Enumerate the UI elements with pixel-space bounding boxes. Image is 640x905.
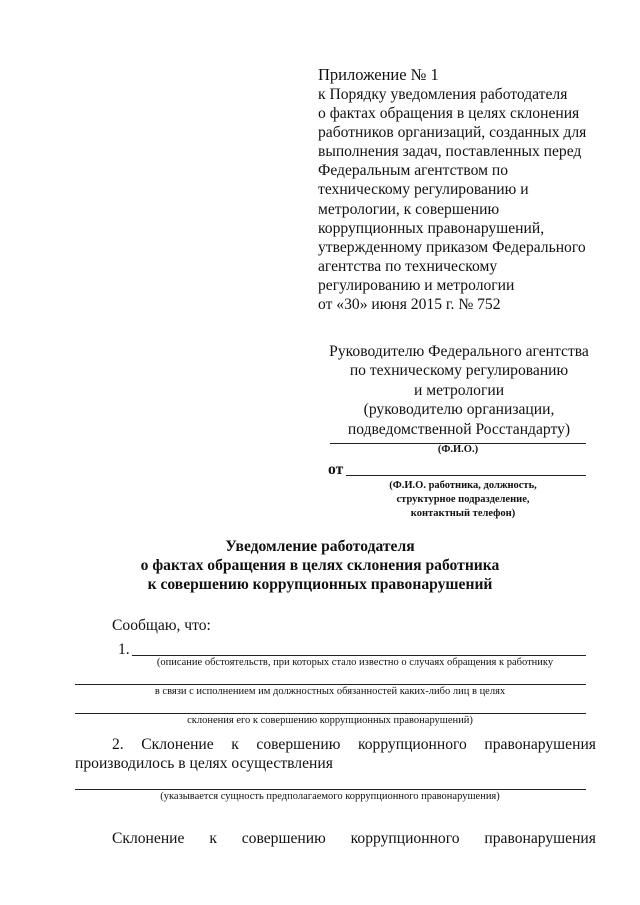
appendix-line: к Порядку уведомления работодателя (318, 86, 568, 103)
item2-caption: (указывается сущность предполагаемого коррупционного правонарушения) (160, 791, 500, 802)
item2-word: коррупционного (357, 736, 467, 753)
appendix-line: выполнения задач, поставленных перед (318, 143, 582, 161)
appendix-line: утвержденному приказом Федерального (318, 238, 586, 256)
appendix-date-line: от «30» июня 2015 г. № 752 (318, 296, 501, 314)
title-line: Уведомление работодателя (225, 538, 415, 555)
appendix-line: коррупционных правонарушений, (318, 219, 545, 237)
item2-word: правонарушения (484, 736, 596, 753)
item1-caption: в связи с исполнением им должностных обязанностей каких-либо лиц в целях (154, 686, 506, 697)
document-title (60, 538, 580, 594)
addressee-block (300, 342, 618, 439)
item2-paragraph (75, 736, 596, 773)
item3-line (112, 830, 596, 848)
item3-word: правонарушения (484, 830, 596, 847)
addressee-line: и метрологии (413, 381, 505, 399)
item3-word: к (209, 830, 217, 847)
item1-number: 1. (118, 641, 130, 658)
title-line: о фактах обращения в целях склонения работника (140, 556, 500, 574)
item2-line (75, 736, 596, 755)
appendix-line: метрологии, к совершению (318, 200, 500, 218)
item2-word: Склонение (141, 736, 214, 753)
addressee-line: Руководителю Федерального агентства (329, 343, 589, 360)
from-caption-line: контактный телефон) (410, 508, 516, 519)
item3-word: совершению (241, 830, 326, 847)
appendix-title: Приложение № 1 (318, 65, 439, 84)
item3-word: коррупционного (350, 830, 460, 847)
appendix-line: Федеральным агентством по (318, 162, 509, 180)
item2-line-2: производилось в целях осуществления (75, 754, 333, 772)
item2-number: 2. (112, 736, 124, 753)
addressee-line: подведомственной Росстандарту) (347, 420, 571, 438)
from-caption-line: (Ф.И.О. работника, должность, (389, 480, 537, 491)
item3-word: Склонение (112, 830, 185, 847)
appendix-block (318, 64, 618, 314)
fio-caption: (Ф.И.О.) (437, 444, 479, 455)
from-blank-line[interactable] (346, 475, 586, 476)
from-label: от (328, 461, 344, 478)
appendix-line: регулированию и метрологии (318, 276, 515, 294)
report-intro: Сообщаю, что: (112, 617, 211, 634)
appendix-line: агентства по техническому (318, 257, 498, 275)
title-line: к совершению коррупционных правонарушений (147, 575, 493, 593)
addressee-line: (руководителю организации, (363, 401, 555, 419)
item1-caption: (описание обстоятельств, при которых стало известно о случаях обращения к работнику (156, 657, 554, 668)
item2-word: к (231, 736, 239, 753)
item2-word: совершению (256, 736, 341, 753)
appendix-line: техническому регулированию и (318, 181, 529, 199)
item1-caption: склонения его к совершению коррупционных правонарушений) (187, 715, 473, 726)
addressee-line: по техническому регулированию (349, 362, 569, 380)
appendix-line: работников организаций, созданных для (318, 124, 587, 142)
appendix-line: о фактах обращения в целях склонения (318, 105, 580, 123)
from-caption-line: структурное подразделение, (396, 494, 530, 505)
from-caption (340, 479, 586, 521)
